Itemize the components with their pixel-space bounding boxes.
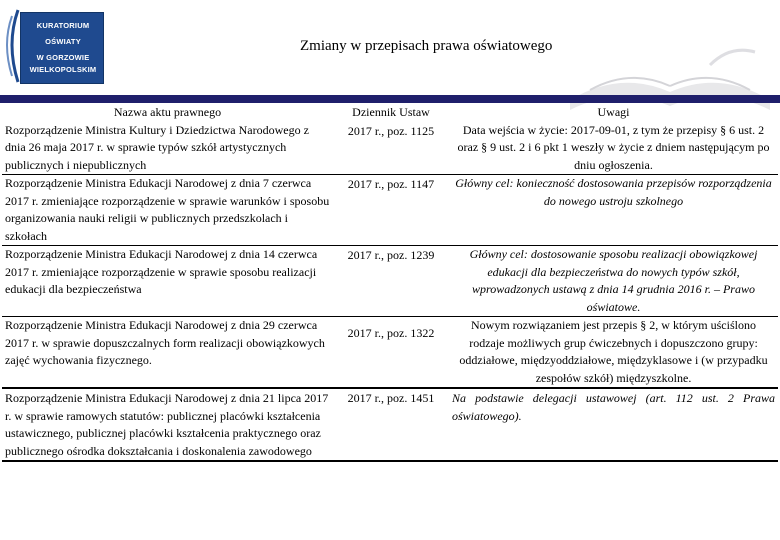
table-header-row xyxy=(2,104,778,122)
header-notes: Uwagi xyxy=(597,105,630,119)
table-row xyxy=(2,388,778,461)
notes-cell: Główny cel: konieczność dostosowania przepisów rozporządzenia do nowego ustroju szkolnego xyxy=(449,175,778,246)
act-name-cell: Rozporządzenie Ministra Kultury i Dziedzictwa Narodowego z dnia 26 maja 2017 r. w sprawie typów szkół artystycznych publicznych i niepublicznych xyxy=(2,122,333,175)
header-rule xyxy=(0,95,780,103)
logo-line-1: KURATORIUM xyxy=(36,21,90,30)
journal-cell: 2017 r., poz. 1147 xyxy=(333,175,449,246)
logo-text-box xyxy=(20,12,104,84)
logo-line-2: OŚWIATY xyxy=(45,37,81,46)
logo-line-3: W GORZOWIE xyxy=(36,53,90,62)
journal-cell: 2017 r., poz. 1125 xyxy=(333,122,449,175)
header-journal: Dziennik Ustaw xyxy=(352,105,430,119)
journal-cell: 2017 r., poz. 1239 xyxy=(333,246,449,317)
notes-cell: Data wejścia w życie: 2017-09-01, z tym że przepisy § 6 ust. 2 oraz § 9 ust. 2 i 6 pkt 1 weszły w życie z dniem następującym po dniu ogłoszenia. xyxy=(449,122,778,175)
act-name-cell: Rozporządzenie Ministra Edukacji Narodowej z dnia 29 czerwca 2017 r. w sprawie dopuszczalnych form realizacji obowiązkowych zajęć wychowania fizycznego. xyxy=(2,317,333,389)
journal-cell: 2017 r., poz. 1322 xyxy=(333,317,449,389)
act-name-cell: Rozporządzenie Ministra Edukacji Narodowej z dnia 14 czerwca 2017 r. zmieniające rozporządzenie w sprawie sposobu realizacji edukacji dla bezpieczeństwa xyxy=(2,246,333,317)
table-row xyxy=(2,246,778,317)
act-name-cell: Rozporządzenie Ministra Edukacji Narodowej z dnia 21 lipca 2017 r. w sprawie ramowych statutów: publicznej placówki kształcenia ustawicznego, publicznej placówki kształcenia praktycznego oraz publicznego ośrodka dokształcania i doskonalenia zawodowego xyxy=(2,388,333,461)
notes-cell: Na podstawie delegacji ustawowej (art. 112 ust. 2 Prawa oświatowego). xyxy=(449,388,778,461)
page-title: Zmiany w przepisach prawa oświatowego xyxy=(300,38,553,54)
table-row xyxy=(2,317,778,389)
kuratorium-logo xyxy=(4,4,108,88)
regulations-table xyxy=(2,104,778,462)
notes-cell: Nowym rozwiązaniem jest przepis § 2, w którym uściślono rodzaje możliwych grup ćwiczebnych i dopuszczono grupy: oddziałowe, międzyoddziałowe, międzyklasowe i (w przypadku zespołów szkół) międzyszkolne. xyxy=(449,317,778,389)
act-name-cell: Rozporządzenie Ministra Edukacji Narodowej z dnia 7 czerwca 2017 r. zmieniające rozporządzenie w sprawie warunków i sposobu organizowania nauki religii w publicznych przedszkolach i szkołach xyxy=(2,175,333,246)
journal-cell: 2017 r., poz. 1451 xyxy=(333,388,449,461)
logo-line-4: WIELKOPOLSKIM xyxy=(29,65,97,74)
table-row xyxy=(2,122,778,175)
table-row xyxy=(2,175,778,246)
notes-cell: Główny cel: dostosowanie sposobu realizacji obowiązkowej edukacji dla bezpieczeństwa do nowych typów szkół, wprowadzonych ustawą z dnia 14 grudnia 2016 r. – Prawo oświatowe. xyxy=(449,246,778,317)
header-act-name: Nazwa aktu prawnego xyxy=(113,105,222,119)
